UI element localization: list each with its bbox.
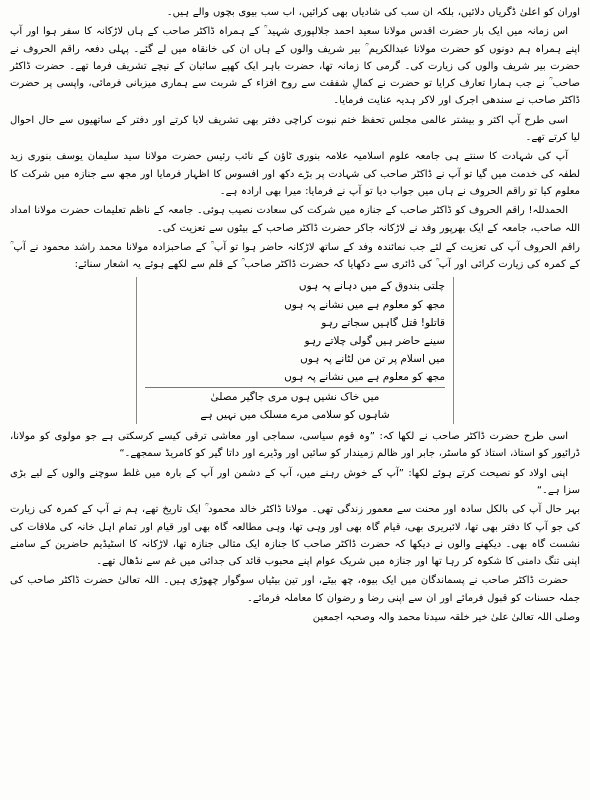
closing-prayer [10, 609, 580, 626]
paragraph-1: اوران کو اعلیٰ ڈگریاں دلائیں، بلکہ ان سب کی شادیاں بھی کرائیں، اب سب بیوی بچوں والے ہیں۔ [166, 7, 580, 18]
paragraph-8: اپنی اولاد کو نصیحت کرتے ہوئے لکھا: ”آپ کے خوش رہنے میں، آپ کے دشمن اور آپ کے بارہ میں غلط سوچنے والوں کے لیے بڑی سزا ہے۔“ [10, 467, 580, 496]
verse-line: مجھ کو معلوم ہے میں نشانے پہ ہوں [284, 298, 445, 311]
verse-line: میں خاک نشیں ہوں مری جاگیر مصلیٰ [210, 390, 380, 403]
paragraph-9: بہر حال آپ کی بالکل سادہ اور محنت سے معمور زندگی تھی۔ مولانا ڈاکٹر خالد محمود ؒ ایک تاریخ تھے، ہم نے آپ کے کمرہ کی زیارت کی جو آپ کا دفتر بھی تھا، لائبریری بھی، قیام گاہ بھی اور وہی تھا، وہی مطالعہ گاہ بھی اور قیام اور تمام اہل خانہ کی ملاقات کی نشست گاہ بھی۔ دیکھنے والوں نے دیکھا کہ حضرت ڈاکٹر صاحب کا جنازہ ایک مثالی جنازہ تھا، لاڑکانہ کا اسٹیڈیم حاضرین کے سامنے اپنی تنگ دامنی کا شکوہ کر رہا تھا اور جنازہ میں شریک عوام اپنے محبوب قائد کی جدائی میں غم سے نڈھال تھے۔ [10, 504, 580, 568]
paragraph-10: حضرت ڈاکٹر صاحب نے پسماندگان میں ایک بیوہ، چھ بیٹے، اور تین بیٹیاں سوگوار چھوڑی ہیں۔ اللہ تعالیٰ حضرت ڈاکٹر صاحب کی جملہ حسنات کو قبول فرمائے اور ان سے اپنی رضا و رضوان کا معاملہ فرمائے۔ [10, 575, 580, 604]
closing-prayer-text: وصلی اللہ تعالیٰ علیٰ خیر خلقہ سیدنا محمد والہ وصحبہ اجمعین [312, 612, 580, 624]
paragraph-5: الحمدللہ! راقم الحروف کو ڈاکٹر صاحب کے جنازہ میں شرکت کی سعادت نصیب ہوئی۔ جامعہ کے ناظم تعلیمات حضرت مولانا امداد اللہ صاحب، جامعہ کے ایک بھرپور وفد نے لاڑکانہ جاکر حضرت ڈاکٹر صاحب کے بیٹوں سے تعزیت کی۔ [10, 205, 580, 234]
verse-line: میں اسلام پر تن من لٹانے پہ ہوں [300, 353, 445, 366]
paragraph-3: اسی طرح آپ اکثر و بیشتر عالمی مجلس تحفظ ختم نبوت کراچی دفتر بھی تشریف لایا کرتے اور دفتر کے ساتھیوں سے حال احوال لیا کرتے تھے۔ [10, 114, 580, 144]
paragraph-7: اسی طرح حضرت ڈاکٹر صاحب نے لکھا کہ: ”وہ قوم سیاسی، سماجی اور معاشی ترقی کیسے کرسکتی ہے جو مولوی کو مولانا، ڈرائیور کو استاذ، استاذ کو ماسٹر، جابر اور ظالم زمیندار کو سائیں اور وڈیرے اور داتا گیر کو کامریڈ سمجھے۔“ [10, 431, 580, 460]
verse-line: قاتلو! قتل گاہیں سجاتے رہو [321, 316, 445, 329]
verse-line: شاہوں کو سلامی مرے مسلک میں نہیں ہے [200, 408, 390, 421]
paragraph-4: آپ کی شہادت کا سنتے ہی جامعہ علوم اسلامیہ علامہ بنوری ٹاؤن کے نائب رئیس حضرت مولانا سید سلیمان یوسف بنوری زید لطفہ کی خدمت میں گیا تو آپ نے ڈاکٹر صاحب کی شہادت پر بڑے دکھ اور افسوس کا اظہار فرمایا اور مجھ سے جنازہ میں شرکت کا معلوم کیا تو راقم الحروف نے ہاں میں جواب دیا تو آپ نے فرمایا: میرا بھی ارادہ ہے۔ [10, 151, 580, 197]
paragraph-2: اس زمانہ میں ایک بار حضرت اقدس مولانا سعید احمد جلالپوری شہید ؒ کے ہمراہ ڈاکٹر صاحب کے ہاں لاڑکانہ کا سفر ہوا اور آپ اپنے ہمراہ ہم دونوں کو حضرت مولانا عبدالکریم ؒ بیر شریف والوں کے ہاں ان کی خانقاہ میں لے گئے۔ پہلی دفعہ راقم الحروف نے حضرت بیر شریف والوں کی زیارت کی۔ گرمی کا زمانہ تھا، حضرت باہر ایک کھپے سائبان کے نیچے تشریف فرما تھے۔ حضرت ڈاکٹر صاحب ؒ نے جب ہمارا تعارف کرایا تو حضرت نے کمالِ شفقت سے روح افزاء کے شربت سے ہماری میزبانی فرمائی، واپسی پر حضرت ڈاکٹر صاحب نے سندھی اجرک اور لاکر ہدیہ عنایت فرمایا۔ [10, 26, 580, 107]
verse-line: سینے حاضر ہیں گولی چلاتے رہو [304, 335, 445, 348]
poem-verses [136, 277, 454, 424]
verse-line: چلتی بندوق کے میں دہانے پہ ہوں [298, 280, 445, 293]
paragraph-6: راقم الحروف آپ کی تعزیت کے لئے جب نمائندہ وفد کے ساتھ لاڑکانہ حاضر ہوا تو آپ ؒ کے صاحبزادہ مولانا محمد راشد محمود نے آپ ؒ کے کمرہ کی زیارت کرائی اور آپ ؒ کی ڈائری سے دکھایا کہ حضرت ڈاکٹر صاحب ؒ کے قلم سے لکھے ہوئے یہ اشعار سنائے: [10, 241, 580, 271]
verse-line: مجھ کو معلوم ہے میں نشانے پہ ہوں [145, 368, 445, 387]
